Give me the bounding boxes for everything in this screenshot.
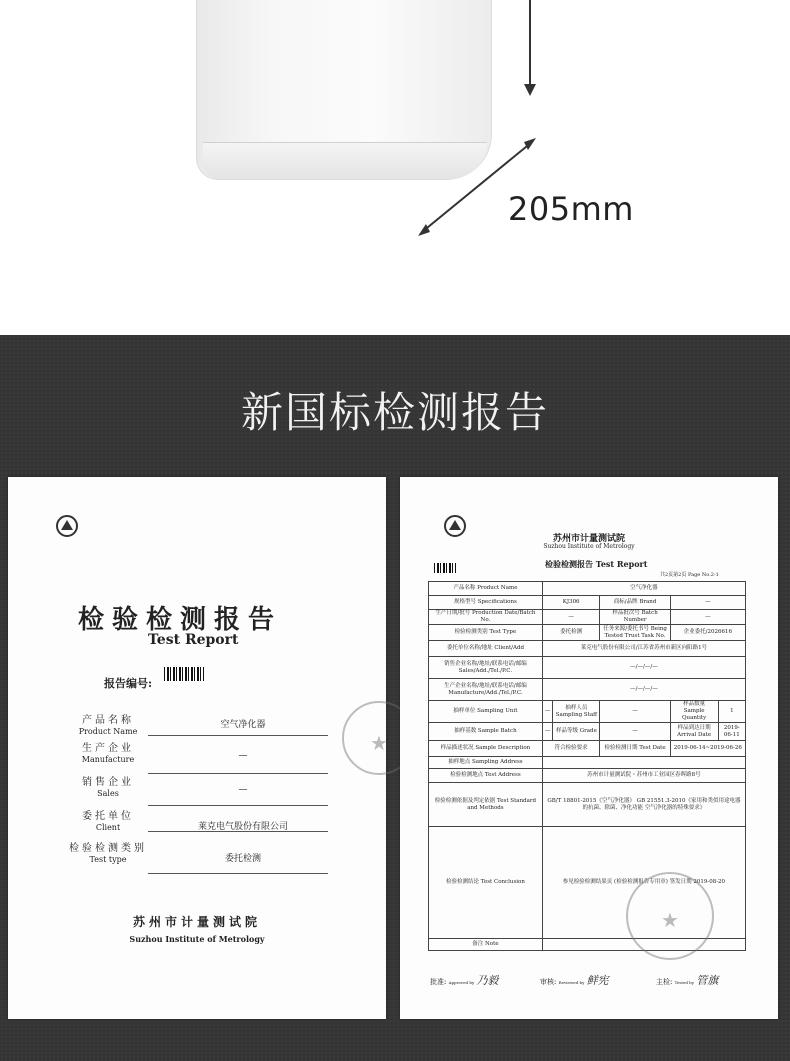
detail-page-info: 共2页第2页 Page No.2-1 (660, 572, 719, 578)
table-cell: 抽样地点 Sampling Address (429, 757, 543, 769)
table-cell: 产品名称 Product Name (429, 582, 543, 596)
field-label-cn: 销售企业 (82, 777, 134, 788)
table-cell: 样品数量 Sample Quantity (670, 701, 718, 723)
table-cell: 企业委托/2026616 (670, 625, 745, 641)
cma-logo-icon (56, 515, 78, 537)
official-stamp: ★ (626, 872, 714, 960)
table-cell: 生产日期/批号 Production Date/Batch No. (429, 610, 543, 625)
table-cell: — (600, 701, 670, 723)
table-cell: 2019-06-11 (718, 723, 745, 741)
detail-report-title: 检验检测报告 Test Report (545, 559, 648, 569)
field-label-en: Manufacture (81, 755, 135, 764)
field-label-cn: 产品名称 (82, 715, 134, 726)
signer-en: Tested by (674, 980, 694, 985)
table-cell: — (670, 610, 745, 625)
signer-tested (656, 972, 718, 988)
table-cell: 样品描述状况 Sample Description (429, 741, 543, 757)
table-cell: 抽样人员 Sampling Staff (553, 701, 600, 723)
table-cell: 委托单位名称/地址 Client/Add (429, 641, 543, 657)
table-cell: 样品等级 Grade (553, 723, 600, 741)
field-client (68, 811, 328, 847)
table-cell: — (542, 701, 553, 723)
detail-institute-en: Suzhou Institute of Metrology (543, 543, 635, 550)
field-label-en: Sales (97, 789, 119, 798)
cover-title: 检验检测报告 (78, 605, 283, 635)
table-cell: 莱克电气股份有限公司/江苏省苏州市新区向阳路1号 (542, 641, 745, 657)
field-sales (68, 777, 328, 813)
field-label-cn: 生产企业 (82, 743, 134, 754)
product-section (0, 0, 790, 335)
table-cell: KJ306 (542, 596, 600, 610)
signer-signature: 鲜宪 (586, 974, 609, 987)
table-cell: 检验检测地点 Test Address (429, 769, 543, 783)
signer-label: 主检: (656, 978, 673, 986)
table-cell: 符合检验要求 (542, 741, 600, 757)
field-label-en: Client (95, 823, 121, 832)
table-cell: 样品批次号 Batch Number (600, 610, 670, 625)
table-cell: 抽样单位 Sampling Unit (429, 701, 543, 723)
table-cell: 样品到达日期 Arrival Date (670, 723, 718, 741)
detail-institute-cn: 苏州市计量测试院 (552, 534, 625, 544)
signer-label: 批准: (430, 978, 447, 986)
table-cell: GB/T 18801-2015《空气净化器》 GB 21551.3-2010《家用和类似用途电器的抗菌、除菌、净化功能 空气净化器的特殊要求》 (542, 783, 745, 827)
table-cell: 检验检测类别 Test Type (429, 625, 543, 641)
table-cell: 检验检测依据及判定依据 Test Standard and Methods (429, 783, 543, 827)
table-cell: 委托检测 (542, 625, 600, 641)
signer-label: 审核: (540, 978, 557, 986)
table-cell: 规格型号 Specifications (429, 596, 543, 610)
table-cell: — (542, 723, 553, 741)
table-cell: 检验检测结论 Test Conclusion (429, 827, 543, 939)
table-cell: — (670, 596, 745, 610)
signer-reviewed (540, 972, 609, 988)
report-cover-page (8, 477, 386, 1019)
table-cell: —/—/—/— (542, 657, 745, 679)
field-label-en: Test type (89, 855, 127, 864)
table-cell: 空气净化器 (542, 582, 745, 596)
official-stamp: ★ (342, 701, 416, 775)
table-cell: 备注 Note (429, 939, 543, 951)
signer-approved (430, 972, 498, 988)
table-cell: 参见检验检测结果页 (检验检测报告专用章) 签发日期 2019-08-20 (542, 827, 745, 939)
table-cell: 苏州市计量测试院・苏州市工业园区春晖路8号 (542, 769, 745, 783)
report-number-label: 报告编号: (104, 677, 153, 690)
field-test-type (68, 843, 328, 879)
field-value: 空气净化器 (220, 720, 266, 730)
field-label-cn: 检验检测类别 (69, 843, 147, 854)
table-cell (542, 757, 745, 769)
signer-signature: 管旗 (696, 974, 719, 987)
field-label-cn: 委托单位 (82, 811, 134, 822)
table-cell: 检验检测日期 Test Date (600, 741, 670, 757)
table-cell: — (542, 610, 600, 625)
table-cell: 销售企业名称/地址/联系电话/邮编 Sales/Add./Tel./P.C. (429, 657, 543, 679)
table-cell: —/—/—/— (542, 679, 745, 701)
field-value: 委托检测 (224, 854, 261, 864)
cover-institute-en: Suzhou Institute of Metrology (129, 934, 265, 944)
field-value: — (238, 751, 248, 761)
field-value: 莱克电气股份有限公司 (197, 822, 288, 832)
field-manufacture (68, 743, 328, 779)
table-cell: 生产企业名称/地址/联系电话/邮编 Manufacture/Add./Tel./P.C. (429, 679, 543, 701)
report-barcode (164, 667, 204, 681)
signer-en: Reviewed by (558, 980, 585, 985)
table-cell: 抽样基数 Sample Batch (429, 723, 543, 741)
table-cell: 任务来源/委托书号 Being Tested Trust Task No. (600, 625, 670, 641)
report-heading: 新国标检测报告 (240, 388, 549, 437)
signer-signature: 乃毅 (476, 974, 499, 987)
table-cell: 2019-06-14~2019-06-26 (670, 741, 745, 757)
cover-subtitle: Test Report (148, 632, 239, 648)
width-dimension-label: 205mm (508, 190, 634, 228)
signer-en: Approved by (448, 980, 475, 985)
dimension-arrows (0, 0, 790, 335)
field-value: — (238, 785, 248, 795)
cover-institute-cn: 苏州市计量测试院 (132, 915, 261, 929)
table-cell: 商标/品牌 Brand (600, 596, 670, 610)
detail-barcode (434, 563, 456, 573)
table-cell: — (600, 723, 670, 741)
report-detail-page (400, 477, 778, 1019)
field-label-en: Product Name (78, 727, 138, 736)
table-cell: 1 (718, 701, 745, 723)
